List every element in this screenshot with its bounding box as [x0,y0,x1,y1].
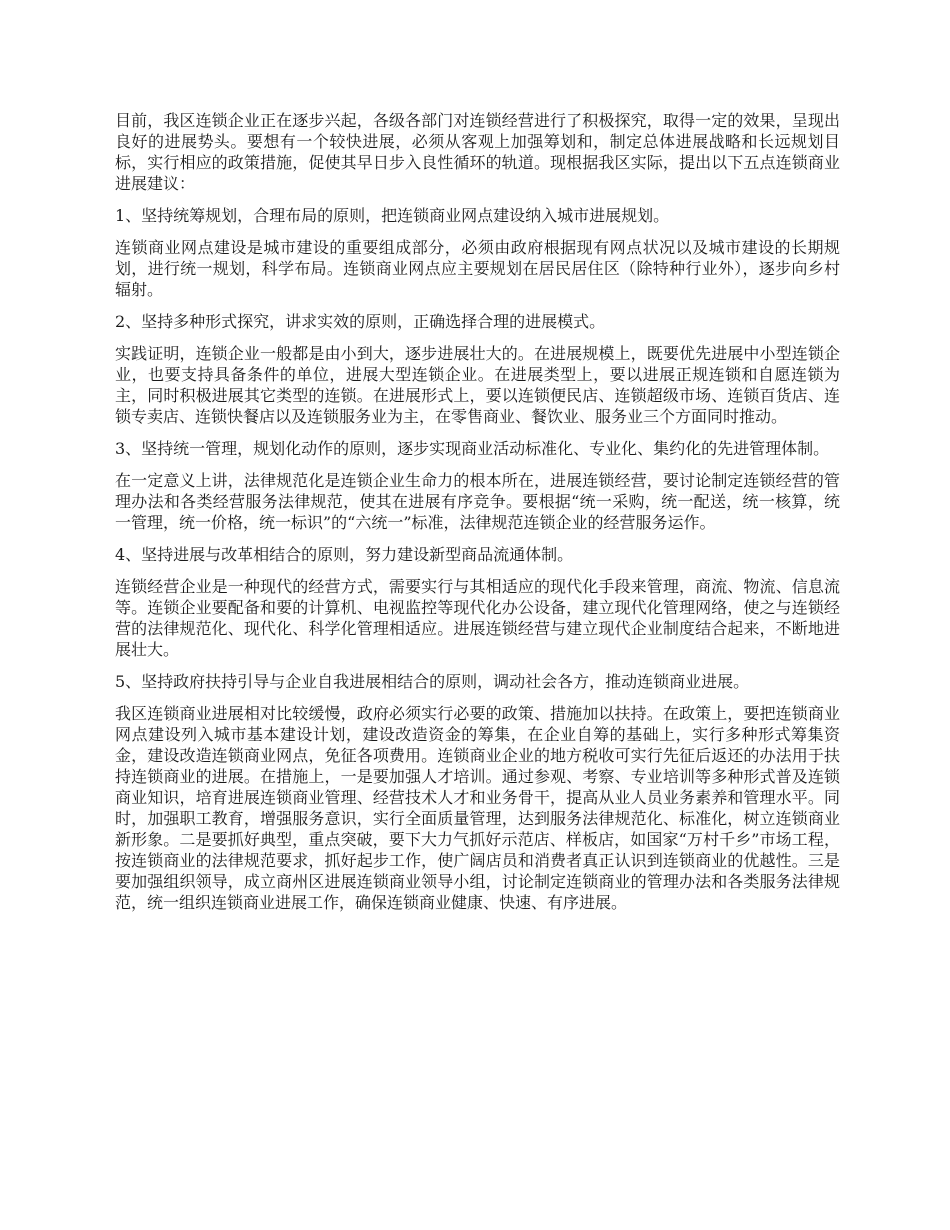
section-heading-1: 1、坚持统筹规划，合理布局的原则，把连锁商业网点建设纳入城市进展规划。 [115,206,670,225]
section-paragraph-5: 我区连锁商业进展相对比较缓慢，政府必须实行必要的政策、措施加以扶持。在政策上，要把连锁商业网点建设列入城市基本建设计划，建设改造资金的筹集，在企业自筹的基础上，实行多种形式筹集资金，建设改造连锁商业网点，免征各项费用。连锁商业企业的地方税收可实行先征后返还的办法用于扶持连锁商业的进展。在措施上，一是要加强人才培训。通过参观、考察、专业培训等多种形式普及连锁商业知识，培育进展连锁商业管理、经营技术人才和业务骨干，提高从业人员业务素养和管理水平。同时，加强职工教育，增强服务意识，实行全面质量管理，达到服务法律规范化、标准化，树立连锁商业新形象。二是要抓好典型，重点突破，要下大力气抓好示范店、样板店，如国家“万村千乡”市场工程，按连锁商业的法律规范要求，抓好起步工作，使广阔店员和消费者真正认识到连锁商业的优越性。三是要加强组织领导，成立商州区进展连锁商业领导小组，讨论制定连锁商业的管理办法和各类服务法律规范，统一组织连锁商业进展工作，确保连锁商业健康、快速、有序进展。 [115,704,840,912]
section-heading-4: 4、坚持进展与改革相结合的原则，努力建设新型商品流通体制。 [115,545,574,564]
section-paragraph-4: 连锁经营企业是一种现代的经营方式，需要实行与其相适应的现代化手段来管理，商流、物流、信息流等。连锁企业要配备和要的计算机、电视监控等现代化办公设备，建立现代化管理网络，使之与连锁经营的法律规范化、现代化、科学化管理相适应。进展连锁经营与建立现代企业制度结合起来，不断地进展壮大。 [115,577,840,659]
section-paragraph-1: 连锁商业网点建设是城市建设的重要组成部分，必须由政府根据现有网点状况以及城市建设的长期规划，进行统一规划，科学布局。连锁商业网点应主要规划在居民居住区（除特种行业外），逐步向乡村辐射。 [115,238,840,299]
section-paragraph-3: 在一定意义上讲，法律规范化是连锁企业生命力的根本所在，进展连锁经营，要讨论制定连锁经营的管理办法和各类经营服务法律规范，使其在进展有序竞争。要根据“统一采购，统一配送，统一核算，统一管理，统一价格，统一标识”的“六统一”标准，法律规范连锁企业的经营服务运作。 [115,471,840,532]
section-paragraph-2: 实践证明，连锁企业一般都是由小到大，逐步进展壮大的。在进展规模上，既要优先进展中小型连锁企业，也要支持具备条件的单位，进展大型连锁企业。在进展类型上，要以进展正规连锁和自愿连锁为主，同时积极进展其它类型的连锁。在进展形式上，要以连锁便民店、连锁超级市场、连锁百货店、连锁专卖店、连锁快餐店以及连锁服务业为主，在零售商业、餐饮业、服务业三个方面同时推动。 [115,344,840,426]
section-heading-2: 2、坚持多种形式探究，讲求实效的原则，正确选择合理的进展模式。 [115,312,606,331]
section-heading-3: 3、坚持统一管理，规划化动作的原则，逐步实现商业活动标准化、专业化、集约化的先进管理体制。 [115,439,830,458]
section-heading-5: 5、坚持政府扶持引导与企业自我进展相结合的原则，调动社会各方，推动连锁商业进展。 [115,672,750,691]
document-body [115,110,840,924]
intro-paragraph: 目前，我区连锁企业正在逐步兴起，各级各部门对连锁经营进行了积极探究，取得一定的效果，呈现出良好的进展势头。要想有一个较快进展，必须从客观上加强筹划和，制定总体进展战略和长远规划目标，实行相应的政策措施，促使其早日步入良性循环的轨道。现根据我区实际，提出以下五点连锁商业进展建议： [115,111,840,193]
